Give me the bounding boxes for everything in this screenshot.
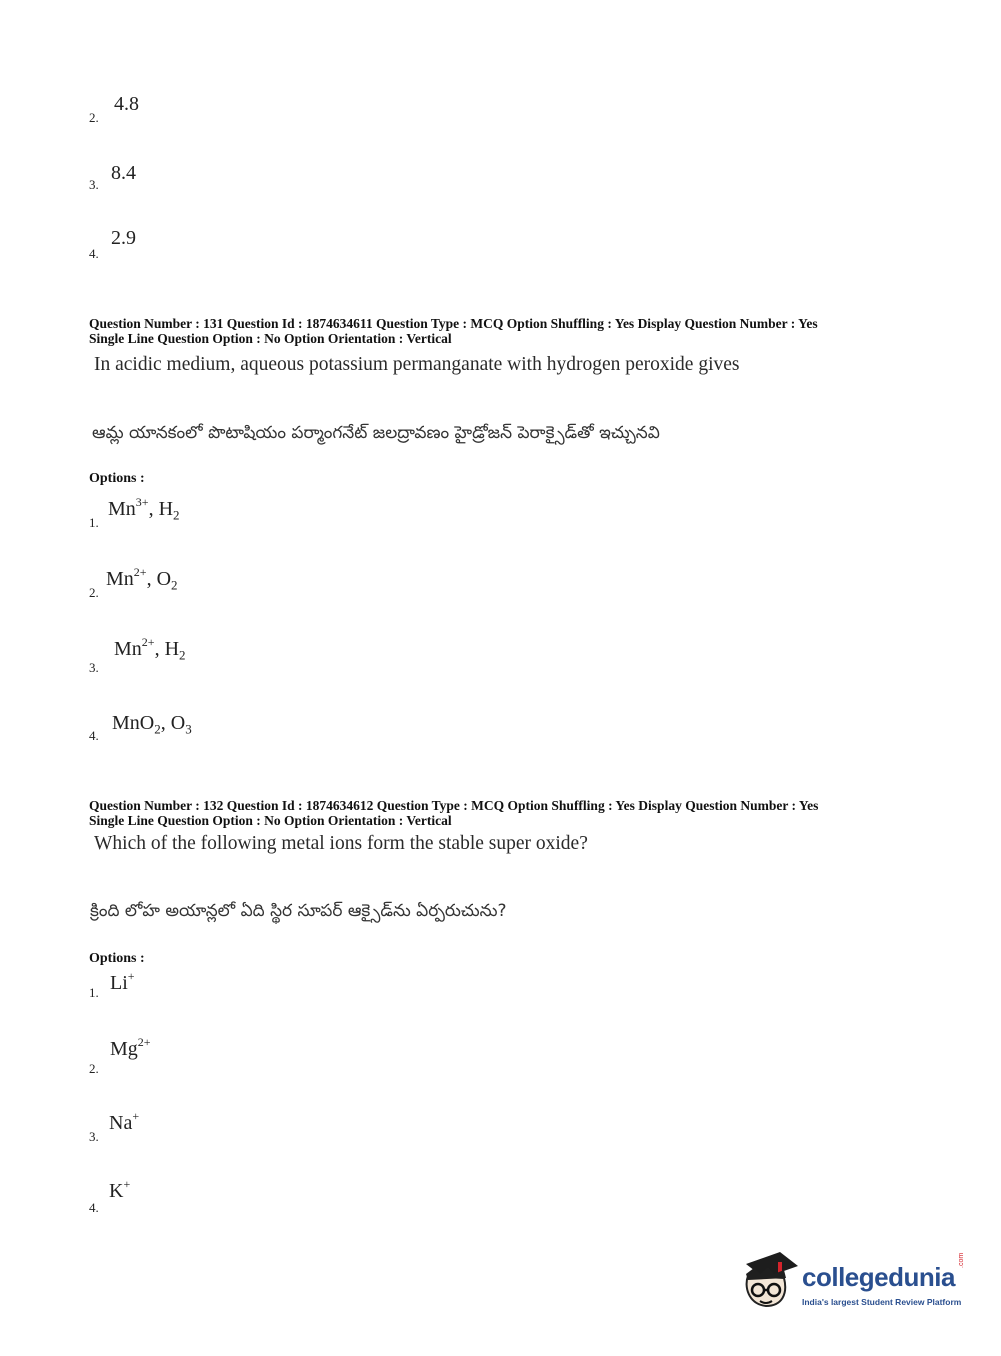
- logo-wordmark: collegedunia: [802, 1262, 955, 1292]
- options-label: Options :: [89, 471, 145, 486]
- collegedunia-logo: [740, 1248, 970, 1312]
- option-value: 2.9: [111, 227, 136, 249]
- question-meta: Question Number : 131 Question Id : 1874634611 Question Type : MCQ Option Shuffling : Yes Display Question Number : Yes Single Line Question Option : No Option Orientation : Vertical: [89, 316, 818, 346]
- option-formula: MnO$_2$, $O_3$: [112, 712, 192, 737]
- option-number: 3.: [89, 1129, 99, 1144]
- question-text-english: In acidic medium, aqueous potassium permanganate with hydrogen peroxide gives: [94, 354, 740, 375]
- logo-tagline: India's largest Student Review Platform: [802, 1297, 962, 1307]
- option-number: 3.: [89, 660, 99, 675]
- option-number: 2.: [89, 585, 99, 600]
- question-text-telugu: ఆమ్ల యానకంలో పొటాషియం పర్మాంగనేట్ జలద్రావణం హైడ్రోజన్ పెరాక్సైడ్‌తో ఇచ్చునవి: [92, 423, 660, 443]
- option-value: 4.8: [114, 93, 139, 115]
- option-number: 4.: [89, 1200, 99, 1215]
- option-formula: $Mg^{2+}$: [110, 1035, 151, 1060]
- question-meta: Question Number : 132 Question Id : 1874634612 Question Type : MCQ Option Shuffling : Yes Display Question Number : Yes Single Line Question Option : No Option Orientation : Vertical: [89, 798, 819, 828]
- option-number: 2.: [89, 110, 99, 125]
- option-formula: $Mn^{2+}$, $H_2$: [114, 635, 186, 663]
- options-label: Options :: [89, 951, 145, 966]
- option-number: 4.: [89, 728, 99, 743]
- option-formula: $Mn^{3+}$, $H_2$: [108, 495, 180, 523]
- logo-suffix: .com: [958, 1252, 965, 1268]
- option-number: 3.: [89, 177, 99, 192]
- option-formula: Na+: [109, 1109, 140, 1134]
- question-text-english: Which of the following metal ions form the stable super oxide?: [94, 833, 588, 854]
- option-number: 2.: [89, 1061, 99, 1076]
- option-formula: Li+: [110, 969, 135, 994]
- option-number: 1.: [89, 515, 99, 530]
- option-formula: K+: [109, 1177, 131, 1202]
- option-number: 4.: [89, 246, 99, 261]
- option-formula: $Mn^{2+}$, $O_2$: [106, 565, 178, 593]
- question-text-telugu: క్రింది లోహ అయాన్లలో ఏది స్థిర సూపర్ ఆక్సైడ్‌ను ఏర్పరుచును?: [90, 901, 507, 921]
- mascot-icon: [740, 1248, 802, 1310]
- option-number: 1.: [89, 985, 99, 1000]
- option-value: 8.4: [111, 162, 136, 184]
